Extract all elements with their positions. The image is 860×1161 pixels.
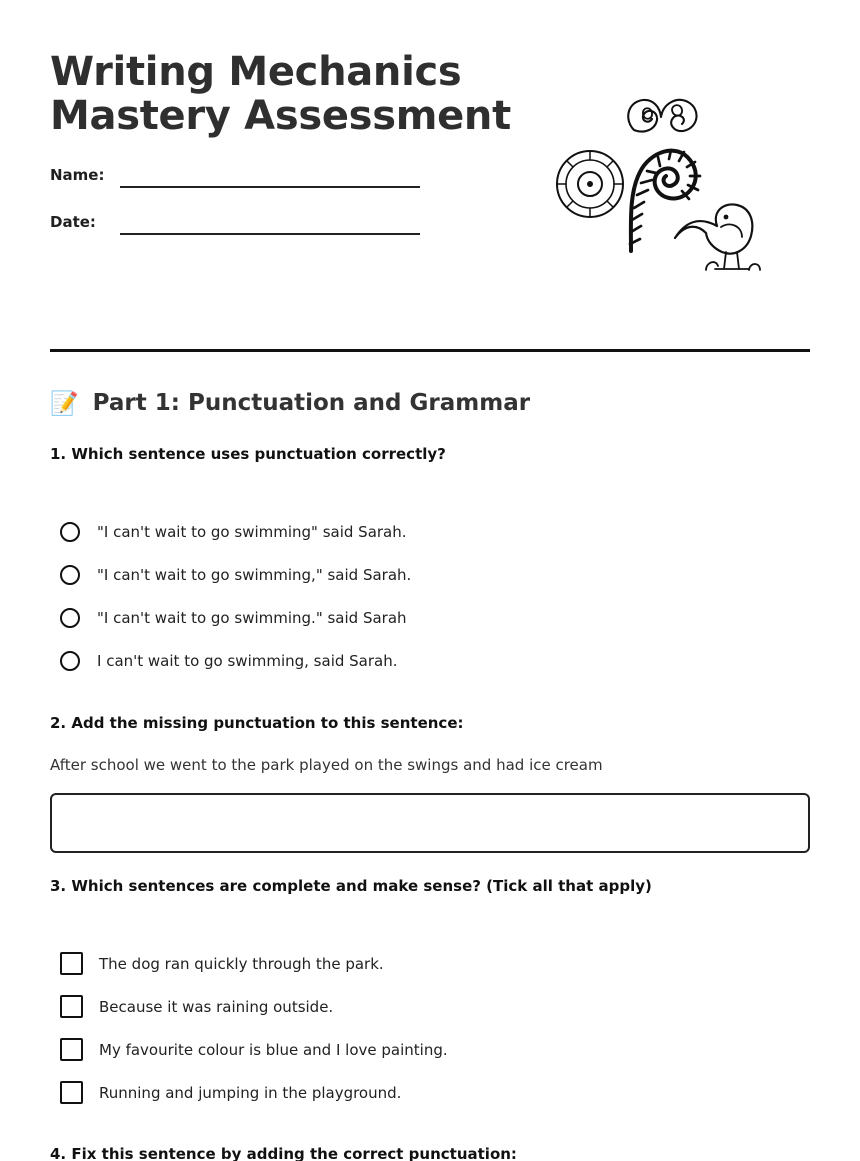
large-spiral-icon — [631, 151, 696, 251]
question-3-option-a[interactable] — [60, 942, 448, 985]
question-3-option-b-label: Because it was raining outside. — [99, 997, 334, 1016]
date-field-row — [50, 213, 420, 235]
checkbox[interactable] — [60, 952, 83, 975]
bird-wing-icon — [721, 224, 742, 237]
name-label: Name: — [50, 166, 105, 184]
question-3-prompt: 3. Which sentences are complete and make sense? (Tick all that apply) — [50, 877, 652, 895]
header-divider — [50, 349, 810, 352]
question-1-options — [60, 510, 411, 682]
question-3-option-c-label: My favourite colour is blue and I love painting. — [99, 1040, 448, 1059]
question-2-prompt: 2. Add the missing punctuation to this sentence: — [50, 714, 464, 732]
question-1-option-c-label: "I can't wait to go swimming." said Sarah — [97, 608, 407, 627]
bird-eye-icon — [724, 215, 729, 220]
spiral-wheel-center-icon — [587, 181, 593, 187]
section-title-text: Part 1: Punctuation and Grammar — [92, 390, 531, 416]
date-answer-line[interactable] — [120, 213, 420, 235]
section-heading — [50, 388, 530, 419]
name-answer-line[interactable] — [120, 166, 420, 188]
question-3-option-d-label: Running and jumping in the playground. — [99, 1083, 402, 1102]
radio-button[interactable] — [60, 522, 80, 542]
date-label: Date: — [50, 213, 96, 231]
checkbox[interactable] — [60, 995, 83, 1018]
name-field-row — [50, 166, 420, 188]
question-3-option-a-label: The dog ran quickly through the park. — [99, 954, 384, 973]
question-1-option-a-label: "I can't wait to go swimming" said Sarah. — [97, 522, 407, 541]
question-2-answer-box[interactable] — [50, 793, 810, 853]
question-1-option-b[interactable] — [60, 553, 411, 596]
question-1-option-d-label: I can't wait to go swimming, said Sarah. — [97, 651, 398, 670]
question-1-option-d[interactable] — [60, 639, 411, 682]
checkbox[interactable] — [60, 1038, 83, 1061]
question-3-option-c[interactable] — [60, 1028, 448, 1071]
radio-button[interactable] — [60, 565, 80, 585]
question-3-option-b[interactable] — [60, 985, 448, 1028]
decorative-swirl-bird-drawing-icon — [552, 94, 762, 274]
question-1-option-a[interactable] — [60, 510, 411, 553]
memo-icon: 📝 — [50, 391, 79, 417]
question-1-prompt: 1. Which sentence uses punctuation correctly? — [50, 445, 446, 463]
question-3-option-d[interactable] — [60, 1071, 448, 1114]
page-title-line-1: Writing Mechanics — [50, 49, 462, 95]
question-2-sentence: After school we went to the park played on the swings and had ice cream — [50, 756, 603, 774]
double-scroll-top-icon — [628, 100, 696, 132]
checkbox[interactable] — [60, 1081, 83, 1104]
bird-body-icon — [675, 204, 752, 253]
question-1-option-b-label: "I can't wait to go swimming," said Sarah. — [97, 565, 412, 584]
question-1-option-c[interactable] — [60, 596, 411, 639]
question-3-options — [60, 942, 448, 1114]
radio-button[interactable] — [60, 651, 80, 671]
assessment-header — [50, 50, 810, 280]
question-4-prompt: 4. Fix this sentence by adding the correct punctuation: — [50, 1145, 517, 1161]
radio-button[interactable] — [60, 608, 80, 628]
double-scroll-eye-right-icon — [672, 105, 682, 116]
page-title-line-2: Mastery Assessment — [50, 93, 511, 139]
